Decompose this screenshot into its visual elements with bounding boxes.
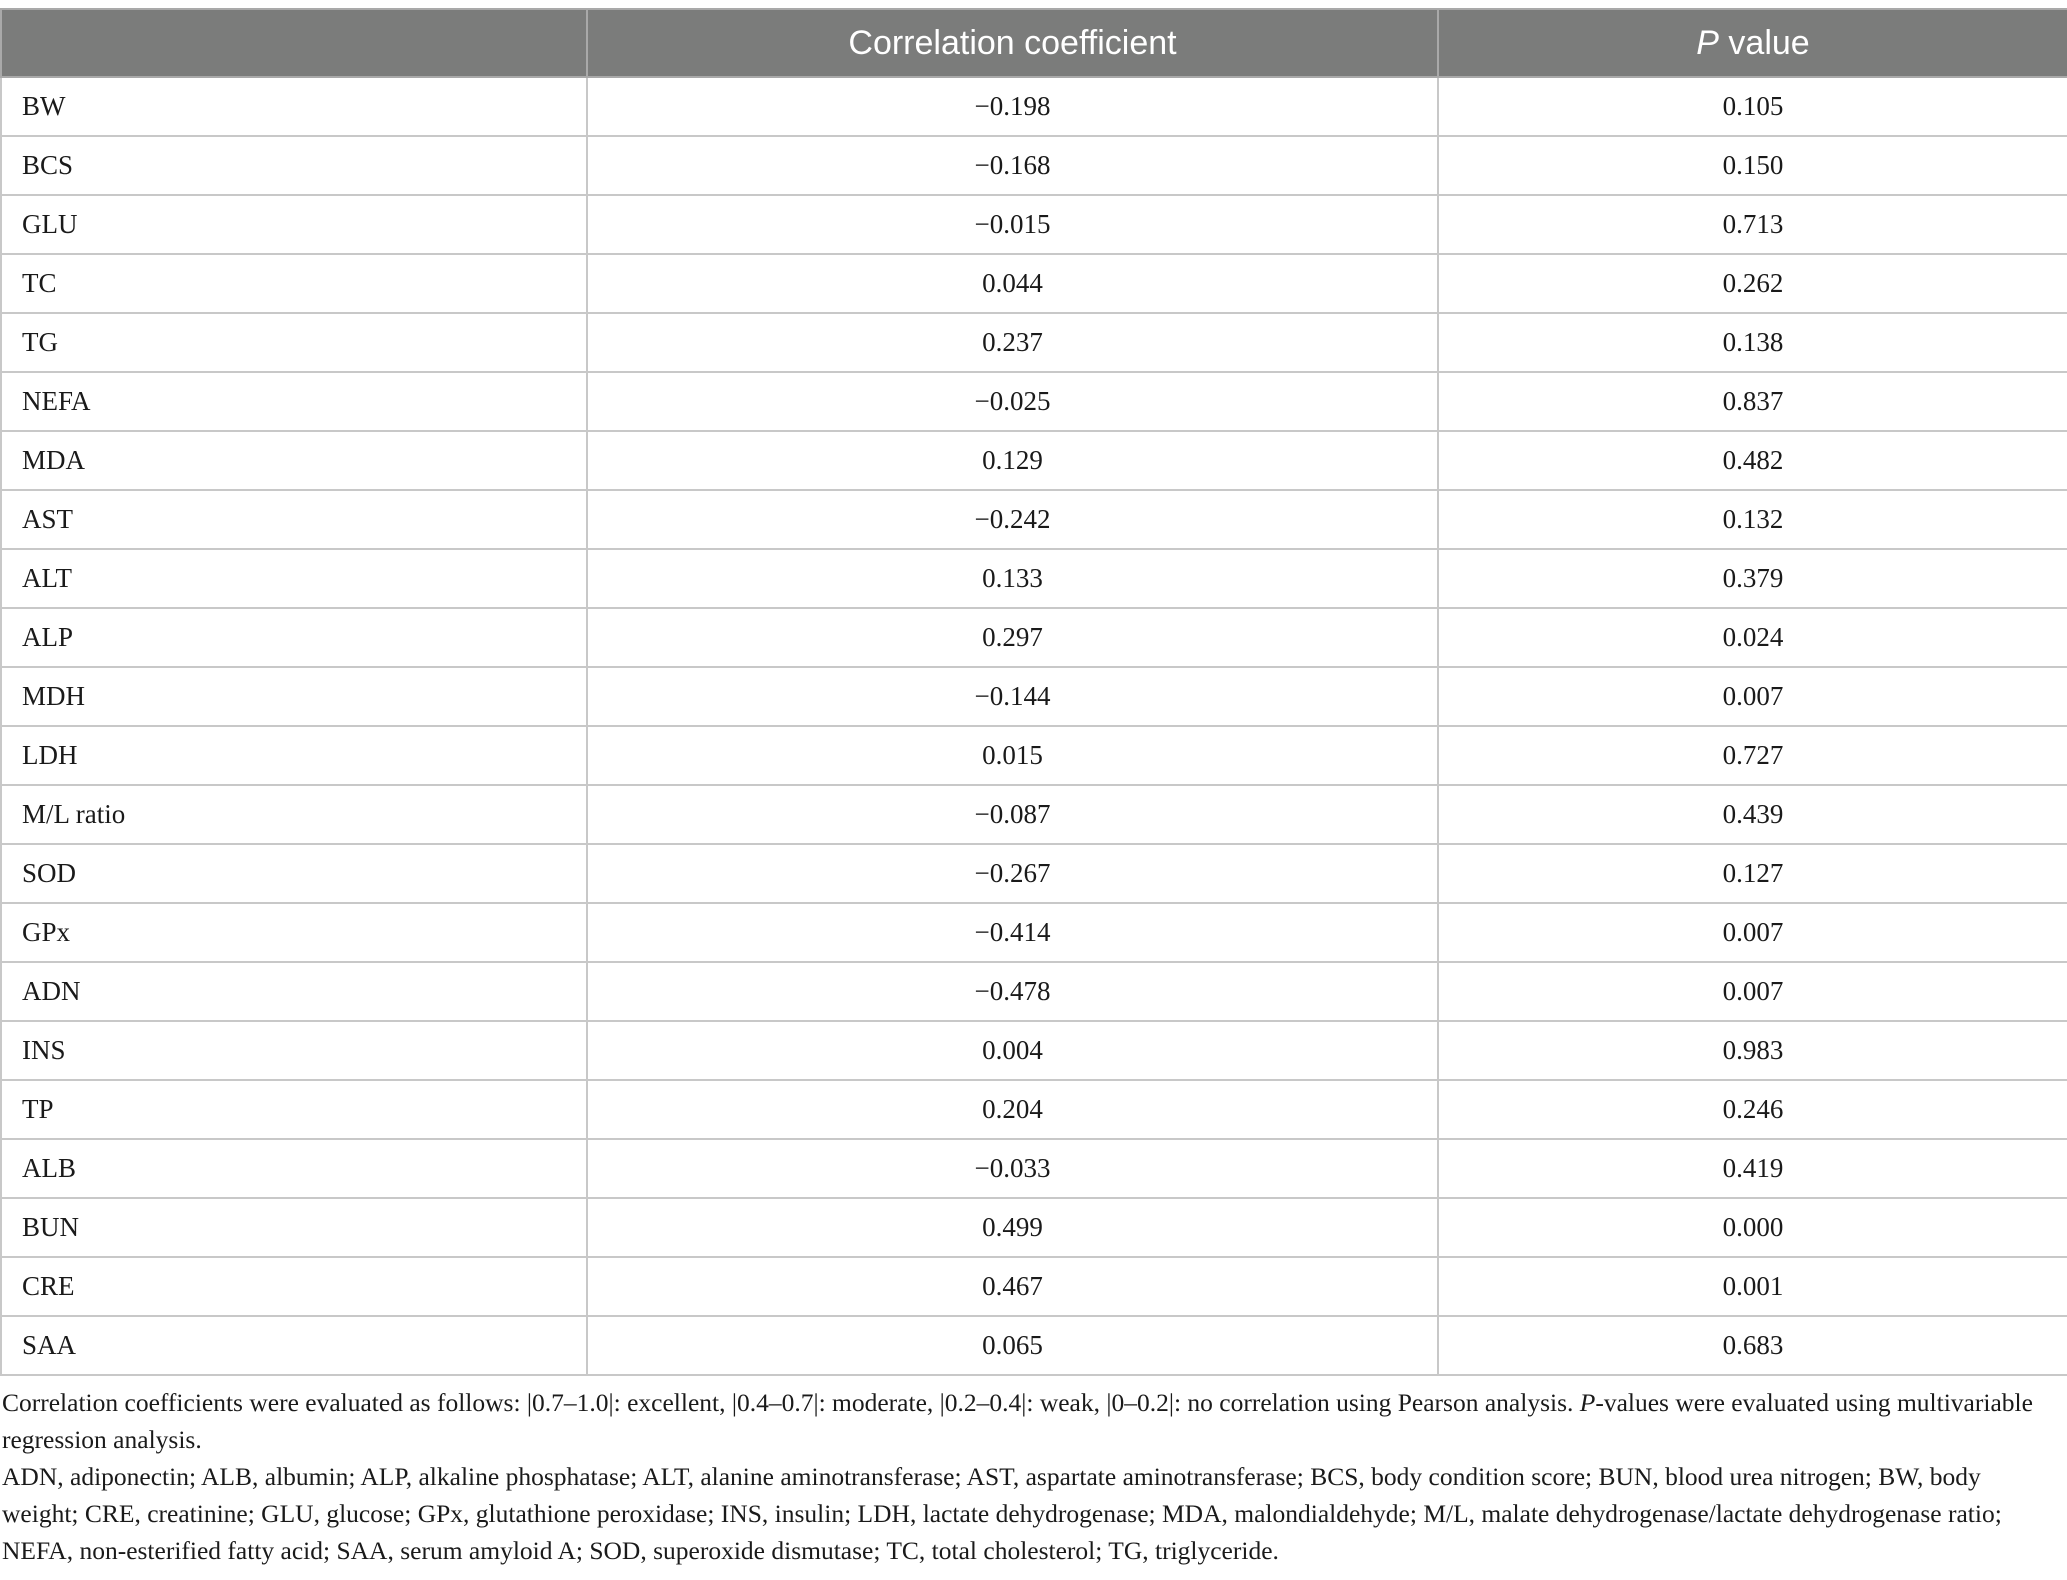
table-row [1,1080,2067,1139]
table-row [1,372,2067,431]
row-correlation-coefficient: 0.499 [587,1198,1438,1257]
table-row [1,1198,2067,1257]
table-body [1,77,2067,1375]
row-p-value: 0.482 [1438,431,2067,490]
row-correlation-coefficient: −0.414 [587,903,1438,962]
row-label: MDA [1,431,587,490]
footnote-abbreviations: ADN, adiponectin; ALB, albumin; ALP, alkaline phosphatase; ALT, alanine aminotransferase; AST, aspartate aminotransferase; BCS, body condition score; BUN, blood urea nitrogen; BW, body weight; CRE, creatinine; GLU, glucose; GPx, glutathione peroxidase; INS, insulin; LDH, lactate dehydrogenase; MDA, malondialdehyde; M/L, malate dehydrogenase/lactate dehydrogenase ratio; NEFA, non-esterified fatty acid; SAA, serum amyloid A; SOD, superoxide dismutase; TC, total cholesterol; TG, triglyceride. [2,1462,2002,1565]
row-label: MDH [1,667,587,726]
row-label: NEFA [1,372,587,431]
table-row [1,254,2067,313]
row-label: SAA [1,1316,587,1375]
header-p-rest: value [1718,23,1810,62]
correlation-table [0,8,2067,1376]
correlation-table-container [0,8,2067,1376]
table-row [1,136,2067,195]
row-p-value: 0.007 [1438,903,2067,962]
row-label: CRE [1,1257,587,1316]
footnote-methods [2,1384,2042,1458]
row-p-value: 0.837 [1438,372,2067,431]
row-correlation-coefficient: −0.025 [587,372,1438,431]
table-footnote [2,1384,2042,1569]
row-p-value: 0.127 [1438,844,2067,903]
row-label: TG [1,313,587,372]
row-correlation-coefficient: −0.168 [587,136,1438,195]
row-label: TP [1,1080,587,1139]
row-label: GLU [1,195,587,254]
table-row [1,667,2067,726]
row-p-value: 0.727 [1438,726,2067,785]
row-correlation-coefficient: −0.033 [587,1139,1438,1198]
row-label: BUN [1,1198,587,1257]
row-p-value: 0.439 [1438,785,2067,844]
row-correlation-coefficient: 0.297 [587,608,1438,667]
row-p-value: 0.419 [1438,1139,2067,1198]
row-p-value: 0.138 [1438,313,2067,372]
row-correlation-coefficient: 0.004 [587,1021,1438,1080]
table-row [1,903,2067,962]
row-correlation-coefficient: −0.087 [587,785,1438,844]
row-correlation-coefficient: −0.267 [587,844,1438,903]
table-row [1,490,2067,549]
row-correlation-coefficient: 0.129 [587,431,1438,490]
row-p-value: 0.001 [1438,1257,2067,1316]
row-p-value: 0.683 [1438,1316,2067,1375]
row-correlation-coefficient: 0.133 [587,549,1438,608]
table-header-row [1,9,2067,77]
table-row [1,726,2067,785]
row-p-value: 0.024 [1438,608,2067,667]
row-correlation-coefficient: 0.204 [587,1080,1438,1139]
table-row [1,549,2067,608]
table-row [1,313,2067,372]
row-p-value: 0.379 [1438,549,2067,608]
table-row [1,77,2067,136]
row-correlation-coefficient: 0.237 [587,313,1438,372]
table-row [1,195,2067,254]
table-row [1,962,2067,1021]
row-p-value: 0.713 [1438,195,2067,254]
row-p-value: 0.000 [1438,1198,2067,1257]
row-label: M/L ratio [1,785,587,844]
table-row [1,1139,2067,1198]
row-label: GPx [1,903,587,962]
row-correlation-coefficient: −0.015 [587,195,1438,254]
table-row [1,608,2067,667]
row-correlation-coefficient: 0.065 [587,1316,1438,1375]
row-label: AST [1,490,587,549]
row-label: TC [1,254,587,313]
table-row [1,431,2067,490]
table-row [1,844,2067,903]
row-p-value: 0.007 [1438,667,2067,726]
row-correlation-coefficient: −0.242 [587,490,1438,549]
row-correlation-coefficient: 0.467 [587,1257,1438,1316]
row-label: LDH [1,726,587,785]
row-correlation-coefficient: 0.044 [587,254,1438,313]
row-correlation-coefficient: −0.478 [587,962,1438,1021]
row-label: SOD [1,844,587,903]
header-correlation-coefficient: Correlation coefficient [587,9,1438,77]
row-p-value: 0.262 [1438,254,2067,313]
table-row [1,785,2067,844]
row-label: INS [1,1021,587,1080]
row-correlation-coefficient: 0.015 [587,726,1438,785]
row-p-value: 0.246 [1438,1080,2067,1139]
header-p-value [1438,9,2067,77]
row-label: ALP [1,608,587,667]
row-label: BW [1,77,587,136]
row-label: BCS [1,136,587,195]
table-row [1,1316,2067,1375]
footnote-methods-text: Correlation coefficients were evaluated as follows: |0.7–1.0|: excellent, |0.4–0.7|: moderate, |0.2–0.4|: weak, |0–0.2|: no correlation using Pearson analysis. [2,1388,1580,1417]
row-p-value: 0.150 [1438,136,2067,195]
row-p-value: 0.132 [1438,490,2067,549]
table-row [1,1257,2067,1316]
row-correlation-coefficient: −0.198 [587,77,1438,136]
row-label: ADN [1,962,587,1021]
row-p-value: 0.983 [1438,1021,2067,1080]
table-row [1,1021,2067,1080]
row-p-value: 0.007 [1438,962,2067,1021]
row-label: ALT [1,549,587,608]
header-p-italic: P [1696,23,1719,62]
footnote-p-italic: P [1579,1388,1596,1417]
row-correlation-coefficient: −0.144 [587,667,1438,726]
row-label: ALB [1,1139,587,1198]
row-p-value: 0.105 [1438,77,2067,136]
header-variable [1,9,587,77]
footnote-methods-text-2: -values were evaluated using multivariable regression analysis. [2,1388,2033,1454]
